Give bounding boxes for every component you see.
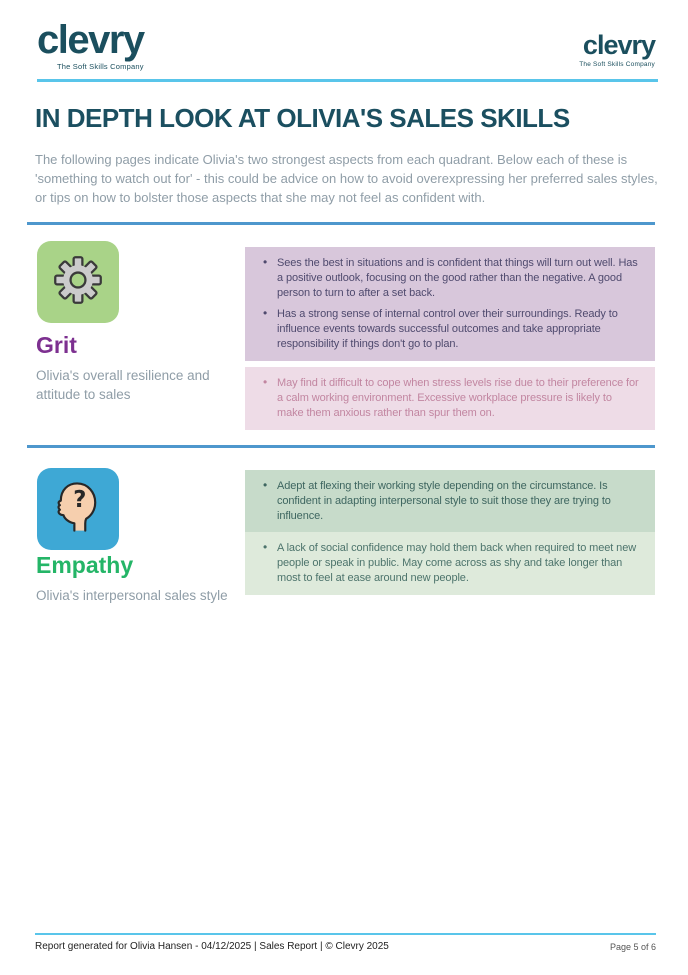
- empathy-description: Olivia's interpersonal sales style: [36, 588, 228, 603]
- grit-watchout-panel: [245, 367, 655, 430]
- list-item: • Sees the best in situations and is confident that things will turn out well. Has a positive outlook, focusing on the good rather than the negative. A good person to turn to after a set back.: [255, 256, 641, 301]
- footer-rule: [35, 933, 656, 935]
- grit-strengths-panel: [245, 247, 655, 361]
- section-title-empathy: Empathy: [36, 552, 134, 578]
- clevry-tagline: The Soft Skills Company: [56, 62, 144, 71]
- empathy-watchout-panel: [245, 532, 655, 595]
- empathy-strengths-list: [255, 479, 641, 524]
- list-item: • Adept at flexing their working style depending on the circumstance. Is confident in adapting interpersonal style to suit those they are trying to influence.: [255, 479, 641, 524]
- section-divider: [27, 445, 655, 448]
- page-number: Page 5 of 6: [609, 942, 656, 952]
- grit-watchout-list: [255, 376, 641, 421]
- header-rule: [37, 79, 658, 82]
- clevry-wordmark: clevry: [37, 18, 144, 62]
- grit-icon-tile: [37, 241, 119, 323]
- list-item: • Has a strong sense of internal control over their surroundings. Ready to influence events towards successful outcomes and take appropriate responsibility if things don't go to plan.: [255, 307, 641, 352]
- clevry-wordmark: clevry: [582, 30, 655, 60]
- clevry-logo-right: [579, 32, 655, 68]
- list-item: • May find it difficult to cope when stress levels rise due to their preference for a calm working environment. Excessive workplace pressure is likely to make them anxious rather than spur them on.: [255, 376, 641, 421]
- empathy-strengths-panel: [245, 470, 655, 533]
- intro-paragraph: The following pages indicate Olivia's two strongest aspects from each quadrant. Below each of these is 'something to watch out for' - this could be advice on how to avoid overexpressing her preferred sales styles, or tips on how to bolster those aspects that she may not feel as confident with.: [35, 152, 658, 205]
- list-item: • A lack of social confidence may hold them back when required to meet new people or speak in public. May come across as shy and take longer than most to feel at ease around new people.: [255, 541, 641, 586]
- head-question-icon: [49, 478, 107, 541]
- section-title-grit: Grit: [36, 332, 77, 358]
- svg-text:?: ?: [73, 486, 87, 513]
- section-divider: [27, 222, 655, 225]
- grit-strengths-list: [255, 256, 641, 352]
- grit-description: Olivia's overall resilience and attitude to sales: [36, 368, 210, 402]
- clevry-tagline: The Soft Skills Company: [579, 61, 655, 68]
- page-title: IN DEPTH LOOK AT OLIVIA'S SALES SKILLS: [35, 103, 570, 133]
- report-info: Report generated for Olivia Hansen - 04/12/2025 | Sales Report | © Clevry 2025: [35, 941, 389, 952]
- empathy-watchout-list: [255, 541, 641, 586]
- gear-icon: [50, 252, 106, 313]
- empathy-icon-tile: [37, 468, 119, 550]
- clevry-logo-left: [37, 20, 144, 71]
